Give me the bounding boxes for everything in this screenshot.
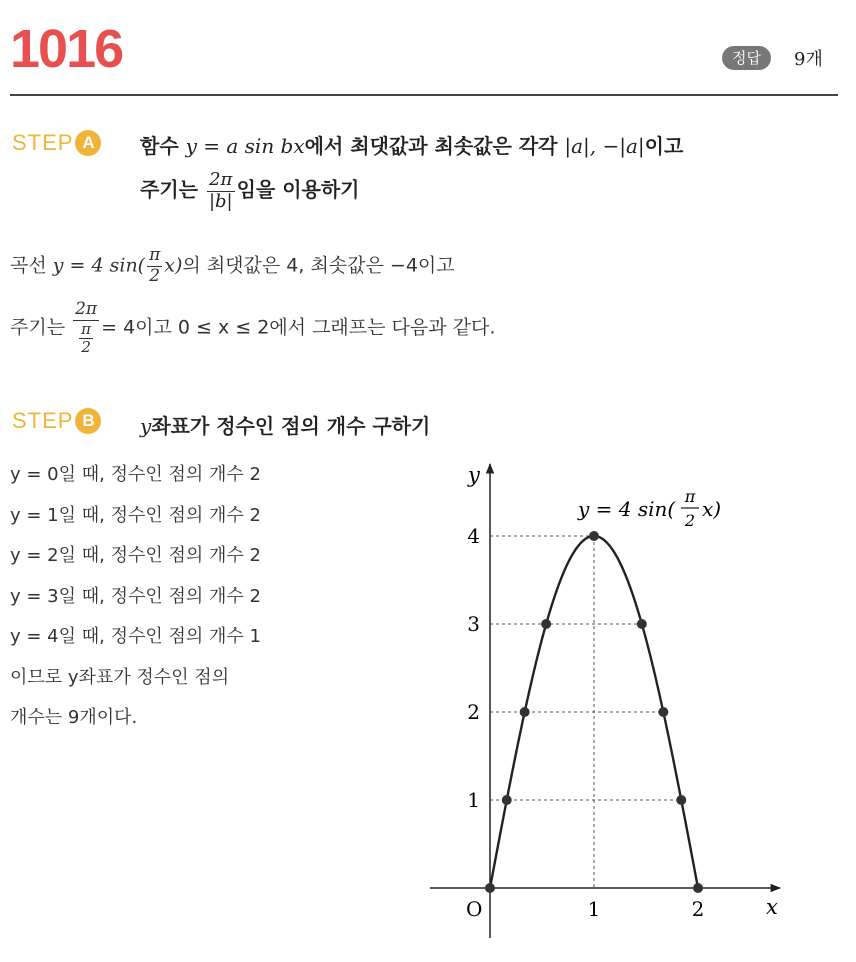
- step-b-title-var: y: [140, 414, 152, 438]
- integer-point: [541, 619, 551, 629]
- x-axis-label: x: [766, 895, 778, 919]
- step-a-title-text-1: 함수: [140, 134, 186, 158]
- y-axis-label: y: [468, 463, 480, 487]
- y-tick-label: 3: [467, 612, 480, 636]
- step-b-letter: B: [75, 408, 101, 434]
- conclusion-line: 이므로 y좌표가 정수인 점의: [10, 666, 230, 688]
- line2-suffix: = 4이고 0 ≤ x ≤ 2에서 그래프는 다음과 같다.: [101, 316, 496, 339]
- step-b-title: [140, 410, 430, 439]
- line1-formula-b: x): [164, 254, 183, 277]
- integer-point: [676, 795, 686, 805]
- function-label-num: π: [684, 487, 696, 506]
- line1-frac-den: 2: [149, 265, 161, 286]
- step-a-period-suffix: 임을 이용하기: [236, 177, 360, 202]
- step-a-title-text-2: 에서 최댓값과 최솟값은 각각: [304, 134, 565, 158]
- step-a-formula: y = a sin bx: [185, 134, 305, 158]
- step-a-abs-values: |a|, −|a|: [564, 134, 645, 158]
- sine-graph: [420, 450, 800, 950]
- x-tick-label: 2: [691, 897, 705, 921]
- step-b-heading: [12, 408, 101, 434]
- step-a-letter: A: [75, 130, 101, 156]
- function-label-b: x): [702, 497, 722, 521]
- origin-label: O: [466, 897, 483, 921]
- step-a-heading: [12, 130, 101, 156]
- line2-den-den: 2: [81, 337, 91, 356]
- line2-den: [73, 321, 99, 357]
- step-a-period-fraction: [207, 170, 235, 212]
- conclusion-line: 개수는 9개이다.: [10, 707, 138, 728]
- integer-point: [520, 707, 530, 717]
- count-line: y = 4일 때, 정수인 점의 개수 1: [10, 626, 261, 647]
- count-line: y = 3일 때, 정수인 점의 개수 2: [10, 585, 261, 607]
- step-a-title-text-3: 이고: [644, 134, 684, 158]
- y-tick-label: 1: [467, 788, 480, 812]
- step-a-title-line2: [140, 170, 359, 212]
- count-line: y = 2일 때, 정수인 점의 개수 2: [10, 545, 261, 566]
- function-label-den: 2: [684, 511, 696, 530]
- function-label: [577, 487, 721, 530]
- y-tick-label: 2: [467, 700, 480, 724]
- step-a-period-num: 2π: [207, 170, 235, 192]
- guide-lines: [490, 536, 681, 888]
- integer-point: [485, 883, 495, 893]
- integer-point: [589, 531, 599, 541]
- function-label-a: y = 4 sin(: [578, 497, 676, 521]
- line2-den-num: π: [81, 319, 92, 338]
- step-b-tag: STEP: [12, 408, 74, 433]
- problem-number: 1016: [10, 19, 123, 79]
- integer-point: [502, 795, 512, 805]
- line1-suffix: 의 최댓값은 4, 최솟값은 −4이고: [182, 254, 455, 277]
- step-b-title-text: 좌표가 정수인 점의 개수 구하기: [151, 414, 431, 438]
- line1-formula-a: y = 4 sin(: [52, 254, 146, 277]
- answer-value: 9개: [794, 49, 823, 70]
- count-line: y = 1일 때, 정수인 점의 개수 2: [10, 504, 261, 526]
- step-a-period-den: |b|: [208, 190, 233, 212]
- line2-num: 2π: [75, 299, 98, 319]
- line1-fraction: [147, 246, 162, 286]
- step-a-tag: STEP: [12, 130, 74, 155]
- step-a-period-prefix: 주기는: [140, 177, 205, 202]
- header-divider: [10, 94, 838, 96]
- y-tick-label: 4: [467, 524, 480, 548]
- line2-period-fraction: [73, 300, 99, 356]
- answer-badge: 정답: [722, 46, 771, 70]
- tick-labels: [467, 524, 704, 921]
- line1-prefix: 곡선: [10, 254, 53, 277]
- step-a-body-line1: [10, 246, 455, 286]
- count-line: y = 0일 때, 정수인 점의 개수 2: [10, 464, 261, 485]
- integer-point: [658, 707, 668, 717]
- step-a-body-line2: [10, 300, 495, 356]
- line2-inner-fraction: [79, 321, 93, 357]
- step-b-body: [10, 460, 410, 744]
- integer-point: [637, 619, 647, 629]
- x-tick-label: 1: [587, 897, 601, 921]
- integer-point: [693, 883, 703, 893]
- step-a-title: [140, 130, 683, 159]
- line1-frac-num: π: [149, 245, 161, 265]
- line2-prefix: 주기는: [10, 316, 72, 339]
